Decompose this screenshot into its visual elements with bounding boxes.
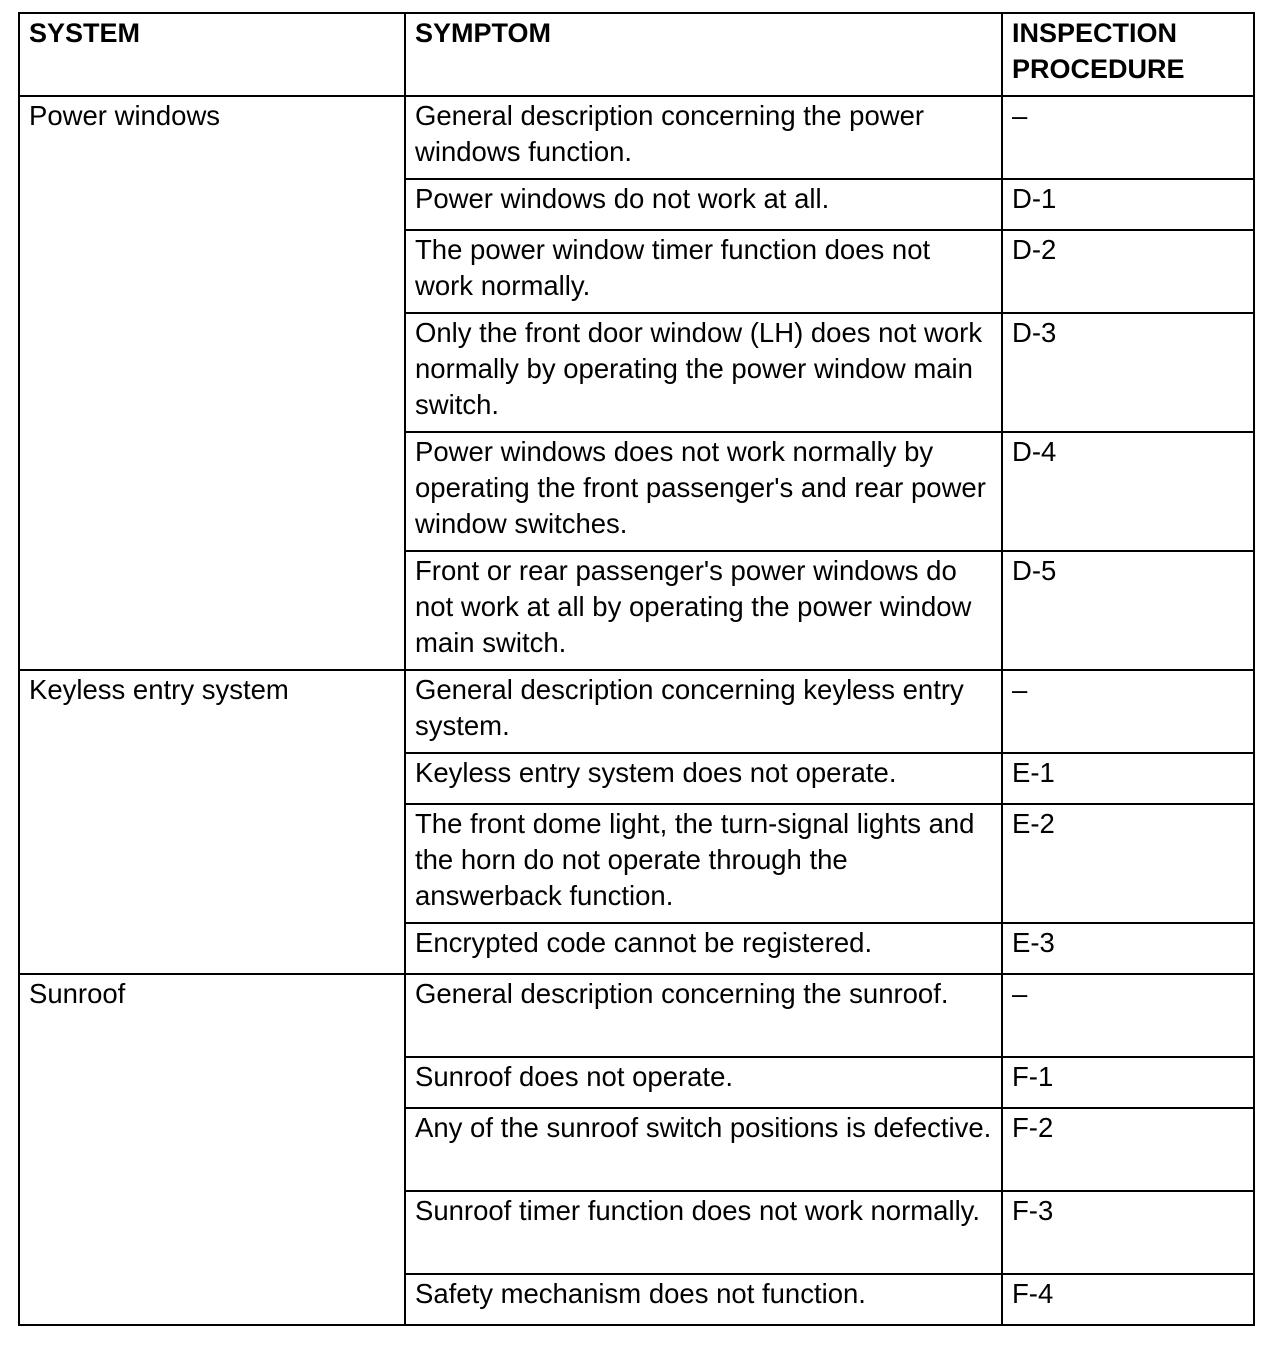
procedure-cell: E-1 bbox=[1002, 753, 1254, 804]
procedure-cell: D-3 bbox=[1002, 313, 1254, 432]
procedure-cell: D-2 bbox=[1002, 230, 1254, 313]
procedure-cell: F-4 bbox=[1002, 1274, 1254, 1325]
symptom-cell: Safety mechanism does not function. bbox=[405, 1274, 1002, 1325]
symptom-cell: Front or rear passenger's power windows do not work at all by operating the power window main switch. bbox=[405, 551, 1002, 670]
symptom-cell: Sunroof does not operate. bbox=[405, 1057, 1002, 1108]
procedure-cell: E-2 bbox=[1002, 804, 1254, 923]
symptom-cell: General description concerning the power windows function. bbox=[405, 96, 1002, 179]
table-row bbox=[19, 974, 1254, 1057]
symptom-cell: General description concerning keyless entry system. bbox=[405, 670, 1002, 753]
procedure-cell: F-1 bbox=[1002, 1057, 1254, 1108]
symptom-cell: General description concerning the sunroof. bbox=[405, 974, 1002, 1057]
procedure-cell: – bbox=[1002, 670, 1254, 753]
symptom-cell: Encrypted code cannot be registered. bbox=[405, 923, 1002, 974]
procedure-cell: F-2 bbox=[1002, 1108, 1254, 1191]
procedure-cell: – bbox=[1002, 974, 1254, 1057]
system-cell-sunroof: Sunroof bbox=[19, 974, 405, 1325]
system-cell-power-windows: Power windows bbox=[19, 96, 405, 670]
procedure-cell: D-5 bbox=[1002, 551, 1254, 670]
procedure-cell: D-1 bbox=[1002, 179, 1254, 230]
table-row bbox=[19, 96, 1254, 179]
symptom-cell: Keyless entry system does not operate. bbox=[405, 753, 1002, 804]
symptom-cell: Sunroof timer function does not work normally. bbox=[405, 1191, 1002, 1274]
symptom-cell: The front dome light, the turn-signal lights and the horn do not operate through the answerback function. bbox=[405, 804, 1002, 923]
symptom-cell: Only the front door window (LH) does not work normally by operating the power window main switch. bbox=[405, 313, 1002, 432]
header-system: SYSTEM bbox=[19, 13, 405, 96]
procedure-cell: D-4 bbox=[1002, 432, 1254, 551]
symptom-table bbox=[18, 12, 1255, 1326]
symptom-cell: Power windows do not work at all. bbox=[405, 179, 1002, 230]
symptom-cell: Any of the sunroof switch positions is defective. bbox=[405, 1108, 1002, 1191]
procedure-cell: E-3 bbox=[1002, 923, 1254, 974]
procedure-cell: F-3 bbox=[1002, 1191, 1254, 1274]
table-row bbox=[19, 670, 1254, 753]
header-row bbox=[19, 13, 1254, 96]
symptom-cell: Power windows does not work normally by operating the front passenger's and rear power window switches. bbox=[405, 432, 1002, 551]
symptom-cell: The power window timer function does not work normally. bbox=[405, 230, 1002, 313]
header-inspection-procedure: INSPECTION PROCEDURE bbox=[1002, 13, 1254, 96]
procedure-cell: – bbox=[1002, 96, 1254, 179]
system-cell-keyless-entry: Keyless entry system bbox=[19, 670, 405, 974]
header-symptom: SYMPTOM bbox=[405, 13, 1002, 96]
